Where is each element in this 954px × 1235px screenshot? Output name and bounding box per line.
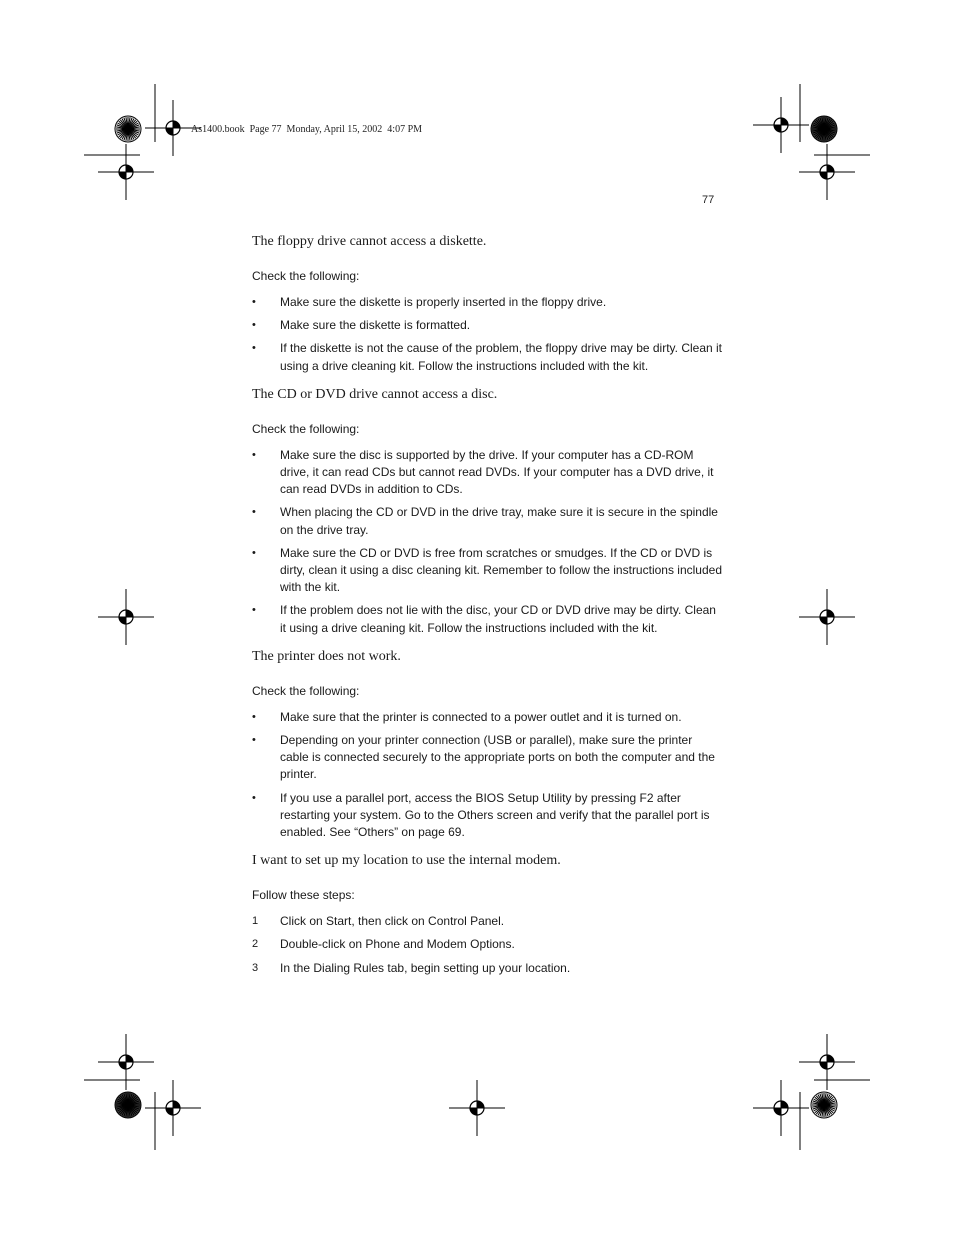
bullet-marker: • [252,604,256,617]
page-number: 77 [702,194,715,206]
section-heading: I want to set up my location to use the internal modem. [252,853,561,869]
section-printer [252,647,722,841]
list-item [252,294,722,311]
list-item [252,504,722,538]
bullet-marker: • [252,319,256,332]
list-item [252,317,722,334]
list-item-text: Double-click on Phone and Modem Options. [280,937,515,952]
section-lead: Follow these steps: [252,888,355,903]
list-item-text: Make sure that the printer is connected to a power outlet and it is turned on. [280,709,682,724]
print-header-label: As1400.book Page 77 Monday, April 15, 2002 4:07 PM [191,124,423,135]
bullet-marker: • [252,506,256,519]
section-modem [252,851,722,977]
list-item-text: When placing the CD or DVD in the drive tray, make sure it is secure in the spindle on the drive tray. [280,505,718,537]
step-number: 1 [252,915,259,928]
bullet-marker: • [252,448,256,461]
list-item [252,960,722,977]
section-lead: Check the following: [252,269,360,283]
section-lead: Check the following: [252,683,360,698]
list-item-text: Make sure the diskette is formatted. [280,318,471,333]
list-item [252,447,722,499]
list-item [252,602,722,636]
bullet-list [252,709,722,841]
list-item-text: If the diskette is not the cause of the problem, the floppy drive may be dirty. Clean it using a drive cleaning kit. Follow the instructions included with the kit. [280,341,723,373]
list-item [252,545,722,597]
bullet-marker: • [252,791,256,804]
section-lead: Check the following: [252,421,360,436]
section-heading: The CD or DVD drive cannot access a disc. [252,386,498,402]
bullet-marker: • [252,296,256,308]
list-item-text: If the problem does not lie with the disc, your CD or DVD drive may be dirty. Clean it using a drive cleaning kit. Follow the instructions included with the kit. [280,603,716,635]
list-item [252,732,722,784]
starburst-center [822,1103,826,1107]
list-item-text: Make sure the CD or DVD is free from scratches or smudges. If the CD or DVD is dirty, clean it using a disc cleaning kit. Remember to follow the instructions included with the kit. [280,545,722,595]
starburst-center [126,1103,130,1107]
list-item-text: Click on Start, then click on Control Panel. [280,914,505,929]
step-number: 2 [252,938,259,951]
bullet-list [252,294,722,375]
section-cd-dvd [252,385,722,637]
bullet-marker: • [252,710,256,723]
bullet-marker: • [252,546,256,559]
list-item-text: If you use a parallel port, access the BIOS Setup Utility by pressing F2 after restarting your system. Go to the Others screen and verify that the parallel port is enabled. See “Others” on page 69. [280,790,710,840]
list-item-text: Depending on your printer connection (USB or parallel), make sure the printer cable is connected securely to the appropriate ports on both the computer and the printer. [280,733,715,782]
step-number: 3 [252,961,259,974]
section-heading: The floppy drive cannot access a diskette. [252,234,487,249]
bullet-marker: • [252,342,256,355]
list-item-text: Make sure the diskette is properly inserted in the floppy drive. [280,295,607,309]
list-item [252,790,722,842]
list-item [252,913,722,930]
list-item-text: In the Dialing Rules tab, begin setting up your location. [280,960,571,975]
bullet-list [252,447,722,637]
numbered-list [252,913,722,977]
section-floppy [252,232,722,375]
bullet-marker: • [252,734,256,747]
list-item [252,340,722,374]
starburst-center [822,127,826,131]
list-item [252,709,722,726]
section-heading: The printer does not work. [252,648,401,664]
list-item-text: Make sure the disc is supported by the drive. If your computer has a CD-ROM drive, it can read CDs but cannot read DVDs. If your computer has a DVD drive, it can read DVDs in addition to CDs. [280,447,714,497]
page-body [252,232,722,987]
starburst-center [126,127,130,131]
list-item [252,936,722,953]
